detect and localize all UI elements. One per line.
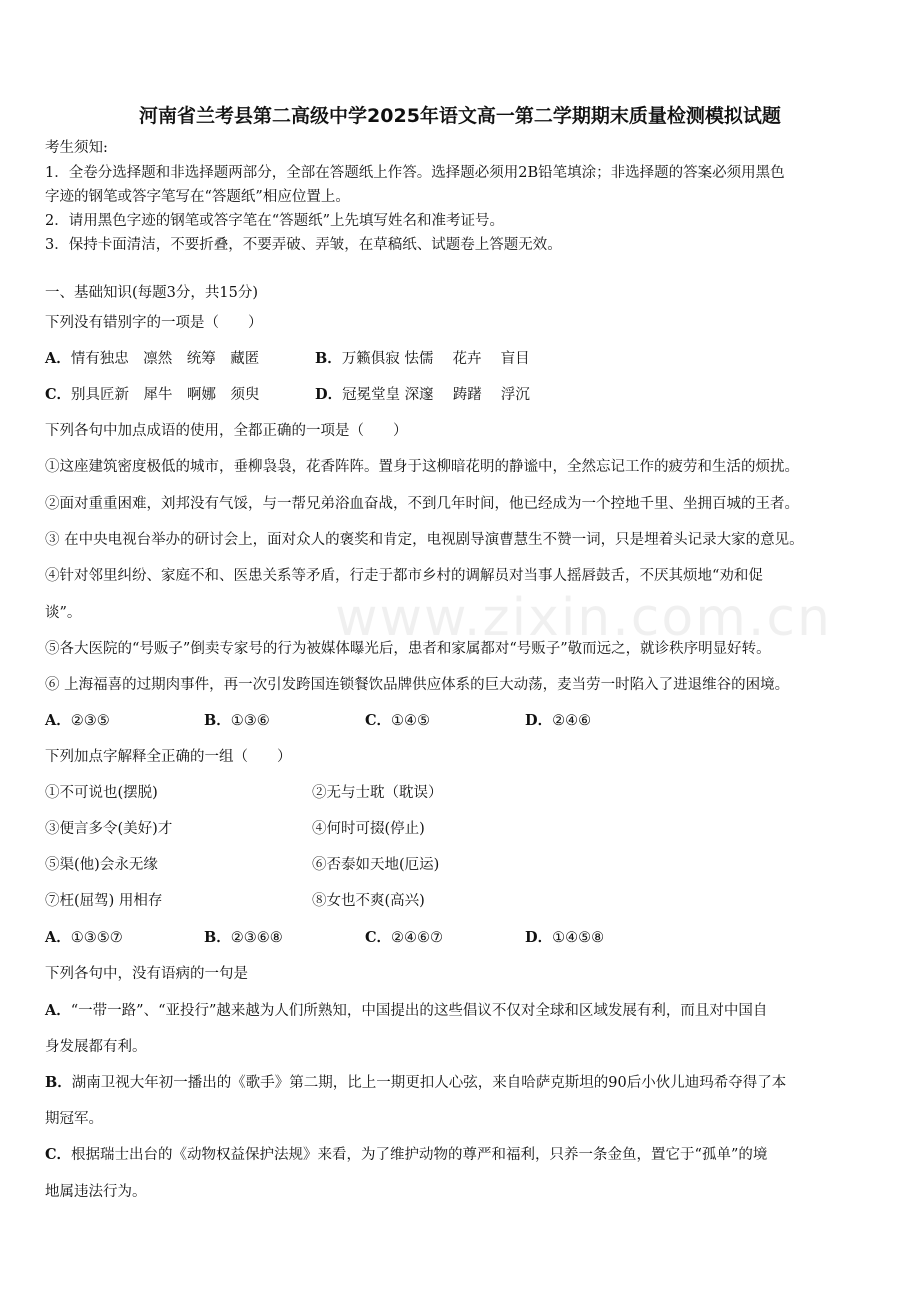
sentence-line: ④针对邻里纠纷、家庭不和、医患关系等矛盾，行走于都市乡村的调解员对当事人摇唇鼓舌，不厌其烦地“劝和促 — [45, 568, 763, 584]
option-d: D．①④⑤⑧ — [525, 929, 605, 946]
notice-item: 2．请用黑色字迹的钢笔或答字笔在“答题纸”上先填写姓名和准考证号。 — [45, 213, 505, 229]
section-heading: 一、基础知识(每题3分，共15分) — [45, 285, 258, 301]
list-item: ⑤渠(他)会永无缘 — [45, 857, 158, 873]
sentence-line: ③ 在中央电视台举办的研讨会上，面对众人的褒奖和肯定，电视剧导演曹慧生不赞一词，只是埋着头记录大家的意见。 — [45, 532, 804, 548]
option-a: A．情有独忠 凛然 统筹 藏匿 — [45, 350, 260, 367]
option-d: D．②④⑥ — [525, 712, 592, 729]
sentence-line: ⑤各大医院的“号贩子”倒卖专家号的行为被媒体曝光后，患者和家属都对“号贩子”敬而远之，就诊秩序明显好转。 — [45, 641, 771, 657]
option-b: B．②③⑥⑧ — [204, 929, 283, 946]
notice-item: 3．保持卡面清洁，不要折叠，不要弄破、弄皱，在草稿纸、试题卷上答题无效。 — [45, 237, 562, 253]
option-b: B．万籁俱寂 怯儒 花卉 盲目 — [315, 350, 530, 367]
option-c: C．②④⑥⑦ — [365, 929, 444, 946]
option-c: C．根据瑞士出台的《动物权益保护法规》来看，为了维护动物的尊严和福利，只养一条金鱼，置它于“孤单”的境 — [45, 1146, 768, 1163]
option-a: A．①③⑤⑦ — [45, 929, 123, 946]
sentence-line: ②面对重重困难，刘邦没有气馁，与一帮兄弟浴血奋战，不到几年时间，他已经成为一个控地千里、坐拥百城的王者。 — [45, 496, 799, 512]
question-stem: 下列加点字解释全正确的一组（ ） — [45, 749, 292, 765]
sentence-line: ①这座建筑密度极低的城市，垂柳袅袅，花香阵阵。置身于这柳暗花明的静谧中，全然忘记工作的疲劳和生活的烦扰。 — [45, 459, 799, 475]
sentence-line: ⑥ 上海福喜的过期肉事件，再一次引发跨国连锁餐饮品牌供应体系的巨大动荡，麦当劳一时陷入了进退维谷的困境。 — [45, 677, 790, 693]
sentence-line: 谈”。 — [45, 605, 82, 621]
option-a-cont: 身发展都有利。 — [45, 1039, 147, 1055]
option-c: C．①④⑤ — [365, 712, 431, 729]
option-b-cont: 期冠军。 — [45, 1111, 103, 1127]
question-stem: 下列各句中，没有语病的一句是 — [45, 966, 248, 982]
list-item: ②无与士耽（耽误） — [312, 785, 443, 801]
list-item: ③便言多令(美好)才 — [45, 821, 173, 837]
list-item: ①不可说也(摆脱) — [45, 785, 158, 801]
list-item: ④何时可掇(停止) — [312, 821, 425, 837]
option-b: B．①③⑥ — [204, 712, 270, 729]
option-c: C．别具匠新 犀牛 啊娜 须臾 — [45, 386, 260, 403]
question-stem: 下列各句中加点成语的使用，全都正确的一项是（ ） — [45, 423, 408, 439]
notice-item: 字迹的钢笔或答字笔写在“答题纸”相应位置上。 — [45, 189, 350, 205]
notice-heading: 考生须知: — [45, 140, 108, 156]
watermark: www.zixin.com.cn — [335, 588, 832, 648]
option-a: A．“一带一路”、“亚投行”越来越为人们所熟知，中国提出的这些倡议不仅对全球和区域发展有利，而且对中国自 — [45, 1002, 768, 1019]
notice-item: 1．全卷分选择题和非选择题两部分，全部在答题纸上作答。选择题必须用2B铅笔填涂；非选择题的答案必须用黑色 — [45, 165, 785, 181]
option-d: D．冠冕堂皇 深邃 踌躇 浮沉 — [315, 386, 530, 403]
option-a: A．②③⑤ — [45, 712, 110, 729]
option-c-cont: 地属违法行为。 — [45, 1184, 147, 1200]
option-b: B．湖南卫视大年初一播出的《歌手》第二期，比上一期更扣人心弦，来自哈萨克斯坦的90后小伙儿迪玛希夺得了本 — [45, 1074, 787, 1091]
list-item: ⑧女也不爽(高兴) — [312, 893, 425, 909]
list-item: ⑥否泰如天地(厄运) — [312, 857, 440, 873]
list-item: ⑦枉(屈驾) 用相存 — [45, 893, 163, 909]
question-stem: 下列没有错别字的一项是（ ） — [45, 315, 263, 331]
page-title: 河南省兰考县第二高级中学2025年语文高一第二学期期末质量检测模拟试题 — [139, 105, 781, 127]
